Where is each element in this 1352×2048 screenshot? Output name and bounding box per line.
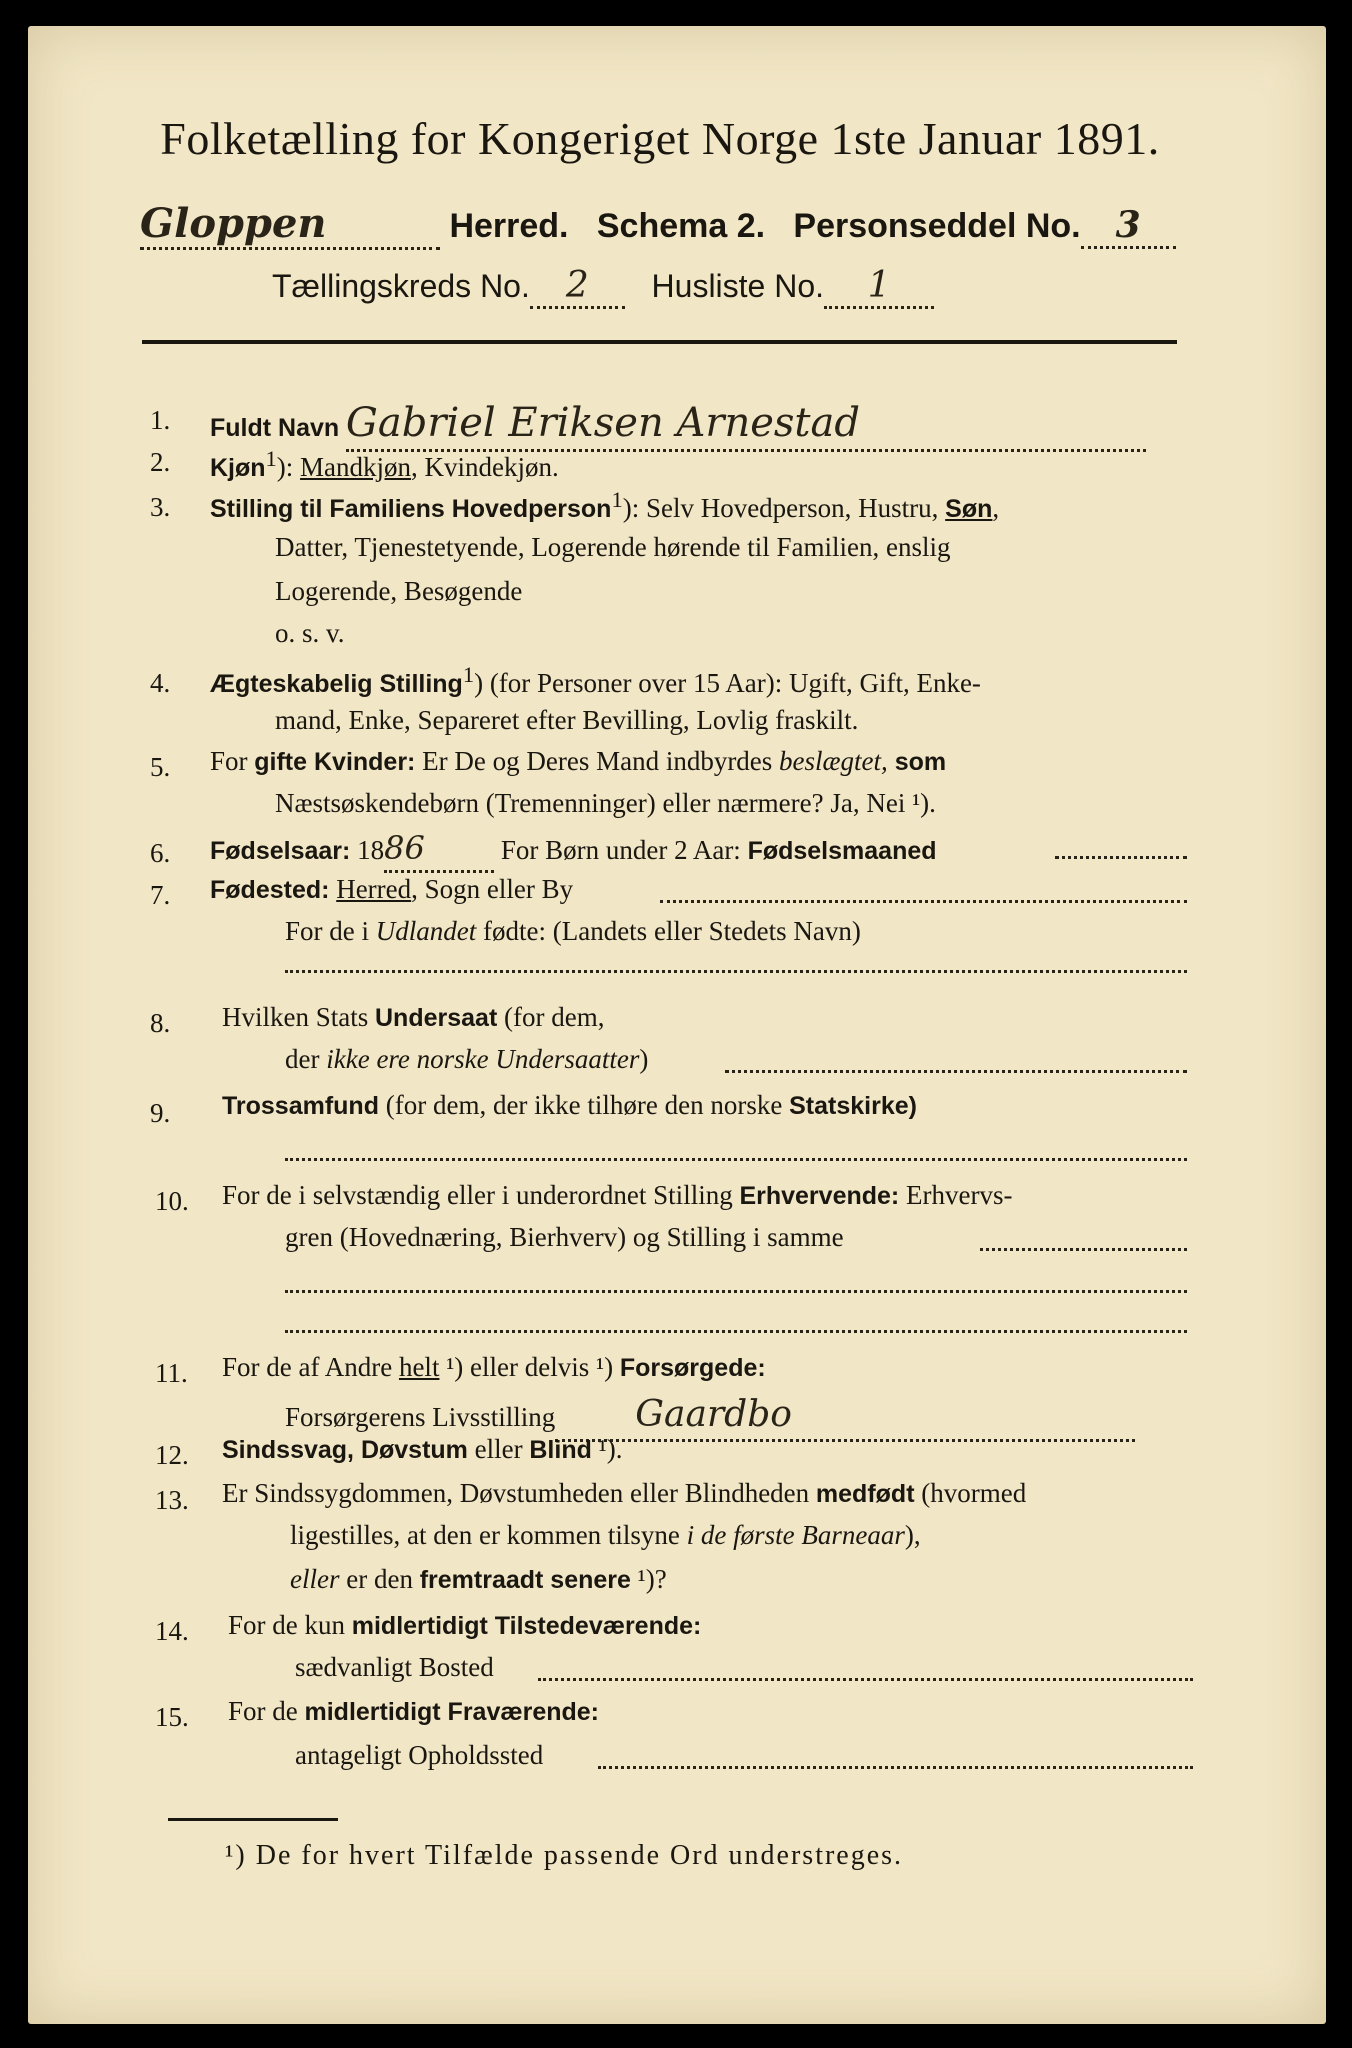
item-5-label: gifte Kvinder:	[254, 748, 416, 776]
form-title: Folketælling for Kongeriget Norge 1ste Januar 1891.	[160, 113, 1160, 164]
item-1-handwritten: Gabriel Eriksen Arnestad	[346, 397, 1146, 452]
item-6-fill-line	[1055, 856, 1187, 859]
item-10-fill-line	[980, 1248, 1187, 1251]
item-10-number: 10.	[155, 1186, 189, 1216]
item-6-text-b: For Børn under 2 Aar:	[494, 835, 748, 865]
item-12-label2: Blind	[529, 1436, 592, 1464]
item-10-fill-line2	[285, 1290, 1187, 1293]
item-11-text-b: ¹) eller delvis ¹)	[439, 1352, 620, 1382]
item-2-rest: , Kvindekjøn.	[411, 452, 559, 482]
item-3-text-a: ): Selv Hovedperson, Hustru,	[622, 493, 946, 523]
item-11-handwritten: Gaardbo	[555, 1392, 1135, 1442]
item-15-fill-line	[598, 1766, 1193, 1769]
item-4-text: ) (for Personer over 15 Aar): Ugift, Gift, Enke-	[474, 668, 981, 698]
item-15-label: midlertidigt Fraværende:	[304, 1698, 599, 1726]
item-11-row	[222, 1350, 1352, 1385]
item-9-label: Trossamfund	[222, 1092, 379, 1120]
item-13-line2-a: ligestilles, at den er kommen tilsyne	[290, 1520, 687, 1550]
item-9-fill-line	[285, 1158, 1187, 1161]
item-8-number: 8.	[150, 1008, 171, 1038]
item-14-fill-line	[538, 1678, 1193, 1681]
item-14-line2: sædvanligt Bosted	[295, 1652, 494, 1682]
item-8-text-b: (for dem,	[497, 1002, 605, 1032]
item-12-text-a: eller	[467, 1434, 530, 1464]
item-14-number: 14.	[155, 1616, 189, 1646]
item-10-label: Erhvervende:	[739, 1182, 900, 1210]
item-6-label: Fødselsaar:	[210, 837, 351, 865]
item-8-line2-b: ikke ere norske Undersaatter	[326, 1044, 640, 1074]
item-13-line2	[290, 1518, 1352, 1553]
item-13-line2-b: i de første Barneaar	[686, 1520, 905, 1550]
item-3-line4: o. s. v.	[275, 618, 345, 648]
item-5-number: 5.	[150, 752, 171, 782]
item-2-sup: 1	[265, 446, 277, 471]
item-4-row	[210, 660, 1195, 701]
item-13-label: medfødt	[815, 1480, 915, 1508]
item-15-line2: antageligt Opholdssted	[295, 1740, 544, 1770]
item-5-row	[210, 744, 1195, 779]
item-14-row	[228, 1608, 1352, 1643]
item-8-text-a: Hvilken Stats	[222, 1002, 375, 1032]
item-5-text-a: For	[210, 746, 255, 776]
item-10-text-a: For de i selvstændig eller i underordnet Stilling	[222, 1180, 740, 1210]
item-7-selected: Herred	[336, 874, 412, 904]
item-6-handwritten: 86	[384, 828, 494, 873]
item-15-text-a: For de	[228, 1696, 305, 1726]
item-8-row	[222, 1000, 1352, 1035]
item-5-line2: Næstsøskendebørn (Tremenninger) eller nærmere? Ja, Nei ¹).	[275, 788, 936, 818]
item-6-number: 6.	[150, 838, 171, 868]
item-7-line2-c: fødte: (Landets eller Stedets Navn)	[476, 916, 861, 946]
item-4-line2: mand, Enke, Separeret efter Bevilling, Lovlig fraskilt.	[275, 705, 859, 735]
item-15-number: 15.	[155, 1702, 189, 1732]
item-7-number: 7.	[150, 880, 171, 910]
item-13-text-b: (hvormed	[914, 1478, 1027, 1508]
item-5-text-b: Er De og Deres Mand indbyrdes	[415, 746, 780, 776]
item-13-number: 13.	[155, 1485, 189, 1515]
item-4-number: 4.	[150, 668, 171, 698]
item-7-fill-line	[660, 900, 1187, 903]
item-3-selected: Søn	[945, 495, 993, 523]
item-10-text-b: Erhvervs-	[899, 1180, 1013, 1210]
item-9-row	[222, 1088, 1187, 1123]
item-14-text-a: For de kun	[228, 1610, 352, 1640]
personseddel-handwritten: 3	[1081, 204, 1176, 249]
item-3-sup: 1	[611, 487, 623, 512]
item-4-sup: 1	[462, 662, 475, 687]
item-12-row	[222, 1432, 1352, 1467]
item-2-row: Kjøn$^1$): Mandkjøn, Kvindekjøn.	[210, 446, 559, 482]
item-13-line3-b: er den	[339, 1564, 420, 1594]
item-9-text-a: (for dem, der ikke tilhøre den norske	[378, 1090, 790, 1120]
item-13-line3-d: ¹)?	[630, 1564, 667, 1594]
item-5-text-d: som	[887, 748, 947, 776]
item-11-label: Forsørgede:	[619, 1354, 766, 1382]
item-11-number: 11.	[155, 1358, 188, 1388]
item-13-text-a: Er Sindssygdommen, Døvstumheden eller Blindheden	[222, 1478, 816, 1508]
item-3-number: 3.	[150, 492, 171, 522]
item-6-prefix: 18	[350, 835, 385, 865]
item-7-line2	[285, 914, 1352, 949]
item-10-line2: gren (Hovednæring, Bierhverv) og Stilling i samme	[285, 1222, 844, 1252]
item-13-line2-c: ),	[904, 1520, 921, 1550]
schema-label: Schema 2.	[596, 207, 766, 245]
item-15-row	[228, 1694, 1352, 1729]
item-7-line2-a: For de i	[285, 916, 376, 946]
item-2-label: Kjøn	[210, 454, 266, 482]
item-2-number: 2.	[150, 447, 171, 477]
kreds-line	[272, 265, 934, 309]
item-2-selected: Mandkjøn	[300, 452, 412, 482]
item-3-text-c: ,	[992, 493, 1000, 523]
item-5-text-c: beslægtet,	[779, 746, 888, 776]
item-3-line2: Datter, Tjenestetyende, Logerende hørende til Familien, enslig	[275, 532, 951, 562]
item-6-label2: Fødselsmaaned	[747, 837, 937, 865]
kreds-handwritten: 2	[530, 265, 625, 309]
item-13-row	[222, 1476, 1197, 1511]
item-8-line2-c: )	[639, 1044, 649, 1074]
item-11-line2-label: Forsørgerens Livsstilling	[285, 1402, 556, 1432]
husliste-handwritten: 1	[824, 265, 934, 309]
item-8-line2-a: der	[285, 1044, 327, 1074]
item-7-line2-b: Udlandet	[375, 916, 477, 946]
item-12-number: 12.	[155, 1440, 189, 1470]
item-10-fill-line3	[285, 1330, 1187, 1333]
item-7-label: Fødested:	[210, 876, 330, 904]
item-8-label: Undersaat	[375, 1004, 498, 1032]
item-3-line3: Logerende, Besøgende	[275, 576, 523, 606]
item-12-text-b: ¹).	[591, 1434, 623, 1464]
item-12-label: Sindssvag, Døvstum	[222, 1436, 468, 1464]
item-9-text-b: Statskirke	[789, 1092, 909, 1120]
personseddel-label: Personseddel No.	[793, 207, 1081, 245]
item-13-line3	[290, 1562, 1352, 1597]
item-7-fill-line2	[285, 970, 1187, 973]
item-1-label: Fuldt Navn	[210, 414, 340, 442]
footnote-divider	[168, 1818, 338, 1821]
item-8-fill-line	[725, 1070, 1187, 1073]
item-10-row	[222, 1178, 1207, 1213]
header-divider	[142, 340, 1177, 344]
item-1-number: 1.	[150, 405, 171, 435]
item-13-line3-c: fremtraadt senere	[419, 1566, 631, 1594]
item-13-line3-a: eller	[290, 1564, 340, 1594]
herred-label: Herred.	[449, 207, 569, 245]
kreds-label: Tællingskreds No.	[272, 268, 530, 304]
item-11-text-a: For de af Andre	[222, 1352, 399, 1382]
item-9-number: 9.	[150, 1098, 171, 1128]
item-7-text-b: , Sogn eller By	[411, 874, 574, 904]
item-14-label: midlertidigt Tilstedeværende:	[351, 1612, 702, 1640]
item-6-row	[210, 828, 1352, 873]
item-3-row	[210, 485, 1185, 526]
footnote: ¹) De for hvert Tilfælde passende Ord understreges.	[225, 1840, 904, 1871]
item-11-selected: helt	[398, 1352, 440, 1382]
herred-line	[140, 200, 1176, 250]
herred-handwritten: Gloppen	[140, 200, 440, 250]
item-4-label: Ægteskabelig Stilling	[210, 670, 463, 698]
item-9-text-c: )	[908, 1092, 917, 1120]
item-3-label: Stilling til Familiens Hovedperson	[210, 495, 612, 523]
husliste-label: Husliste No.	[651, 268, 825, 304]
